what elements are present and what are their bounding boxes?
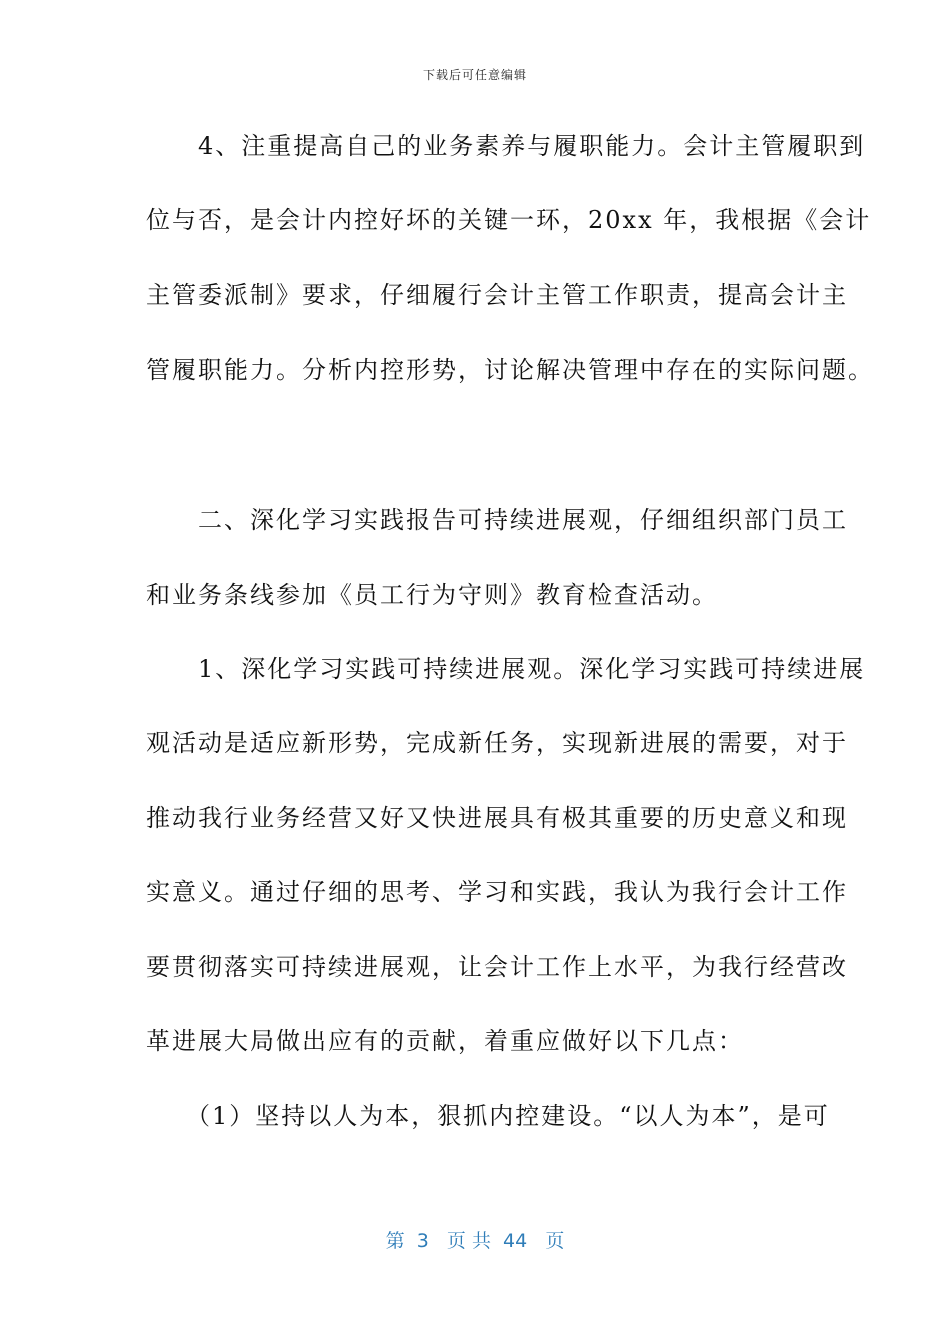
text-line: 1、深化学习实践可持续进展观。深化学习实践可持续进展 [146,655,866,683]
page-number-footer: 第 3 页 共 44 页 [385,1230,565,1252]
text-line: 主管委派制》要求，仔细履行会计主管工作职责，提高会计主 [146,281,848,309]
text-line: 4、注重提高自己的业务素养与履职能力。会计主管履职到 [146,132,866,160]
text-line: 观活动是适应新形势，完成新任务，实现新进展的需要，对于 [146,729,848,757]
text-line: 二、深化学习实践报告可持续进展观，仔细组织部门员工 [146,506,848,534]
text-line: 革进展大局做出应有的贡献，着重应做好以下几点： [146,1027,744,1055]
text-line: 位与否，是会计内控好坏的关键一环，20xx 年，我根据《会计 [146,206,872,234]
text-line: 要贯彻落实可持续进展观，让会计工作上水平，为我行经营改 [146,953,848,981]
page-header: 下载后可任意编辑 [422,68,527,82]
text-line: 推动我行业务经营又好又快进展具有极其重要的历史意义和现 [146,804,848,832]
text-line: 和业务条线参加《员工行为守则》教育检查活动。 [146,581,718,609]
text-line: 实意义。通过仔细的思考、学习和实践，我认为我行会计工作 [146,878,848,906]
text-line: （1）坚持以人为本，狠抓内控建设。“以人为本”，是可 [146,1102,830,1130]
text-line: 管履职能力。分析内控形势，讨论解决管理中存在的实际问题。 [146,356,874,384]
